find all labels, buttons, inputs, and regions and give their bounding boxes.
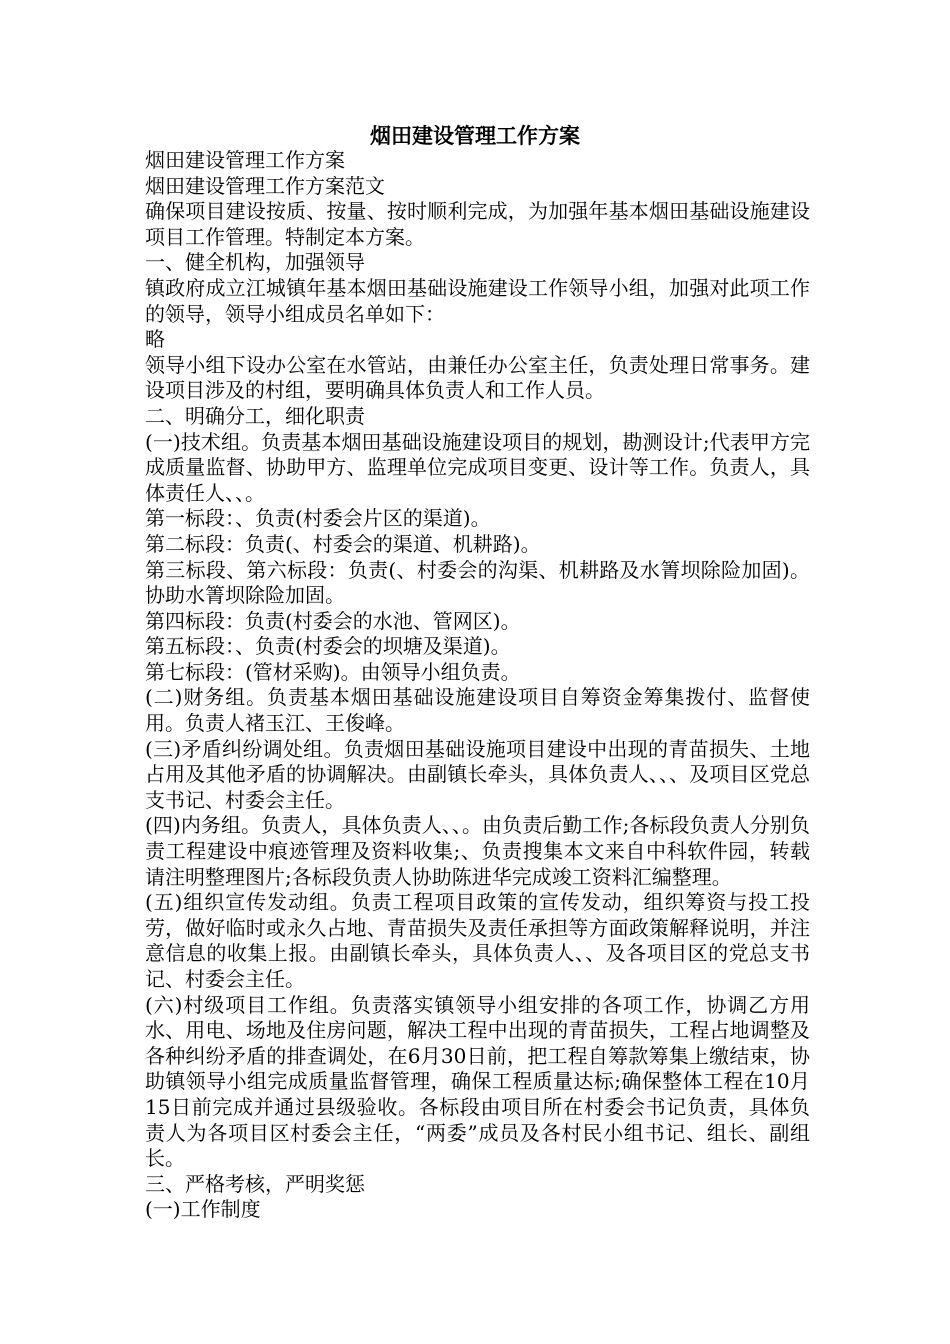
document-title: 烟田建设管理工作方案 [370, 123, 580, 148]
paragraph: 领导小组下设办公室在水管站，由兼任办公室主任，负责处理日常事务。建设项目涉及的村组，要明确具体负责人和工作人员。 [145, 352, 810, 403]
paragraph: (六)村级项目工作组。负责落实镇领导小组安排的各项工作，协调乙方用水、用电、场地及住房问题，解决工程中出现的青苗损失，工程占地调整及各种纠纷矛盾的排查调处，在6月30日前，把工程自筹款筹集上缴结束，协助镇领导小组完成质量监督管理，确保工程质量达标;确保整体工程在10月15日前完成并通过县级验收。各标段由项目所在村委会书记负责，具体负责人为各项目区村委会主任，“两委”成员及各村民小组书记、组长、副组长。 [145, 992, 810, 1171]
paragraph: 第七标段：(管材采购)。由领导小组负责。 [145, 659, 521, 684]
paragraph: 确保项目建设按质、按量、按时顺利完成，为加强年基本烟田基础设施建设项目工作管理。特制定本方案。 [145, 199, 810, 249]
paragraph: 烟田建设管理工作方案范文 [145, 173, 385, 198]
paragraph: 第二标段：负责(、村委会的渠道、机耕路)。 [145, 531, 541, 556]
document-body [145, 148, 810, 1223]
paragraph: 烟田建设管理工作方案 [145, 148, 345, 172]
paragraph: (一)工作制度 [145, 1197, 261, 1222]
section-heading: 一、健全机构，加强领导 [145, 250, 365, 275]
paragraph: 第五标段：、负责(村委会的坝塘及渠道)。 [145, 634, 511, 659]
paragraph: (二)财务组。负责基本烟田基础设施建设项目自筹资金筹集拨付、监督使用。负责人褚玉江、王俊峰。 [145, 685, 810, 736]
paragraph: (一)技术组。负责基本烟田基础设施建设项目的规划，勘测设计;代表甲方完成质量监督、协助甲方、监理单位完成项目变更、设计等工作。负责人，具体责任人、、。 [145, 429, 810, 505]
paragraph: 第四标段：负责(村委会的水池、管网区)。 [145, 608, 521, 633]
paragraph: 第一标段：、负责(村委会片区的渠道)。 [145, 506, 491, 531]
paragraph: (五)组织宣传发动组。负责工程项目政策的宣传发动，组织筹资与投工投劳，做好临时或永久占地、青苗损失及责任承担等方面政策解释说明，并注意信息的收集上报。由副镇长牵头，具体负责人、、及各项目区的党总支书记、村委会主任。 [145, 890, 810, 991]
section-heading: 二、明确分工，细化职责 [145, 403, 365, 428]
paragraph: (三)矛盾纠纷调处组。负责烟田基础设施项目建设中出现的青苗损失、土地占用及其他矛盾的协调解决。由副镇长牵头，具体负责人、、、及项目区党总支书记、村委会主任。 [145, 736, 810, 812]
section-heading: 三、严格考核，严明奖惩 [145, 1171, 365, 1196]
paragraph: 镇政府成立江城镇年基本烟田基础设施建设工作领导小组，加强对此项工作的领导，领导小组成员名单如下： [145, 275, 810, 326]
paragraph: 略 [145, 327, 165, 352]
paragraph: (四)内务组。负责人，具体负责人、、。由负责后勤工作;各标段负责人分别负责工程建设中痕迹管理及资料收集;、负责搜集本文来自中科软件园，转载请注明整理图片;各标段负责人协助陈进华完成竣工资料汇编整理。 [145, 813, 810, 889]
paragraph: 第三标段、第六标段：负责(、村委会的沟渠、机耕路及水箐坝除险加固)。协助水箐坝除险加固。 [145, 557, 810, 608]
